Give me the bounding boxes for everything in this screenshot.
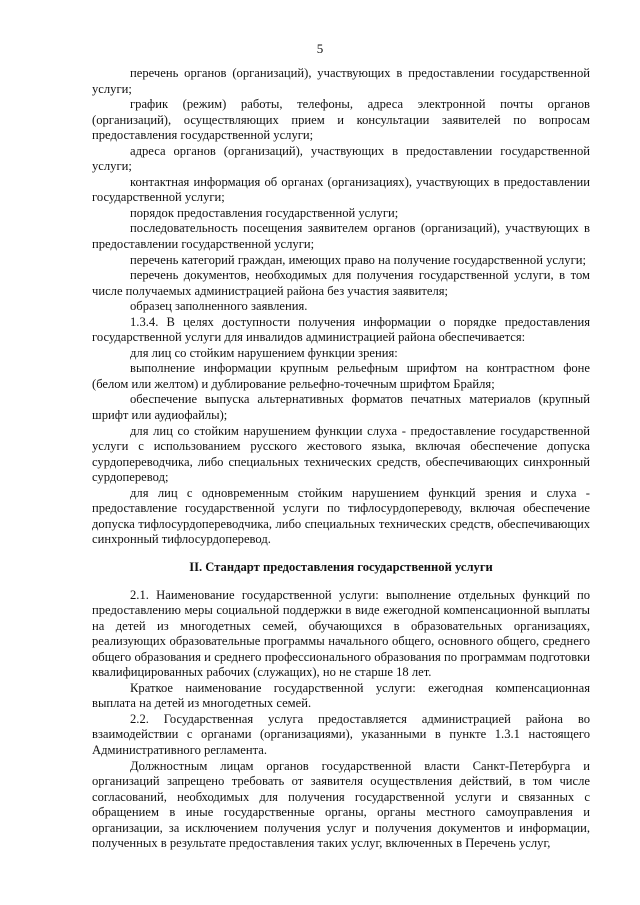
paragraph: образец заполненного заявления. [130, 299, 308, 314]
paragraph: график (режим) работы, телефоны, адреса электронной почты органов (организаций), осуществляющих прием и консультации заявителей по вопросам предоставления государственной услуги; [92, 97, 590, 143]
paragraph: перечень документов, необходимых для получения государственной услуги, в том числе получаемых администрацией района без участия заявителя; [92, 268, 590, 298]
paragraph: порядок предоставления государственной услуги; [130, 205, 399, 220]
paragraph: 1.3.4. В целях доступности получения информации о порядке предоставления государственной услуги для инвалидов администрацией района обеспечивается: [92, 314, 590, 345]
paragraph: адреса органов (организаций), участвующих в предоставлении государственной услуги; [92, 143, 590, 174]
text-block-1 [92, 66, 590, 852]
paragraph: перечень органов (организаций), участвующих в предоставлении государственной услуги; [92, 66, 590, 96]
paragraph: Краткое наименование государственной услуги: ежегодная компенсационная выплата на детей из многодетных семей. [92, 680, 590, 711]
paragraph: перечень категорий граждан, имеющих право на получение государственной услуги; [130, 252, 586, 267]
paragraph: контактная информация об органах (организациях), участвующих в предоставлении государственной услуги; [92, 174, 590, 205]
paragraph: для лиц со стойким нарушением функции зрения: [130, 345, 398, 360]
paragraph: обеспечение выпуска альтернативных форматов печатных материалов (крупный шрифт или аудиофайлы); [92, 392, 590, 423]
paragraph: Должностным лицам органов государственной власти Санкт-Петербурга и организаций запрещено требовать от заявителя осуществления действий, в том числе согласований, необходимых для получения государственной услуги и связанных с обращением в иные государственные органы, органы местного самоуправления и организации, за исключением получения услуг и получения документов и информации, полученных в результате предоставления таких услуг, включенных в Перечень услуг, [92, 758, 590, 851]
paragraph: для лиц со стойким нарушением функции слуха - предоставление государственной услуги с использованием русского жестового языка, включая обеспечение допуска сурдопереводчика, либо специальных технических средств, обеспечивающих синхронный сурдоперевод; [92, 423, 590, 485]
section-heading: II. Стандарт предоставления государственной услуги [189, 559, 493, 574]
paragraph: последовательность посещения заявителем органов (организаций), участвующих в предоставлении государственной услуги; [92, 221, 590, 252]
paragraph: для лиц с одновременным стойким нарушением функций зрения и слуха - предоставление государственной услуги по тифлосурдопереводу, включая обеспечение допуска тифлосурдопереводчика, либо специальных технических средств, обеспечивающих синхронный тифлосурдоперевод. [92, 485, 590, 547]
paragraph: выполнение информации крупным рельефным шрифтом на контрастном фоне (белом или желтом) и дублирование рельефно-точечным шрифтом Брайля; [92, 361, 590, 391]
paragraph: 2.1. Наименование государственной услуги: выполнение отдельных функций по предоставлению меры социальной поддержки в виде ежегодной компенсационной выплаты на детей из многодетных семей, обучающихся в образовательных организациях, реализующих образовательные программы начального общего, основного общего, среднего общего образования и среднего профессионального образования по программам подготовки квалифицированных рабочих (служащих), но не старше 18 лет. [92, 587, 590, 680]
page-number: 5 [316, 41, 324, 56]
paragraph: 2.2. Государственная услуга предоставляется администрацией района во взаимодействии с органами (организациями), указанными в пункте 1.3.1 настоящего Административного регламента. [92, 711, 590, 757]
